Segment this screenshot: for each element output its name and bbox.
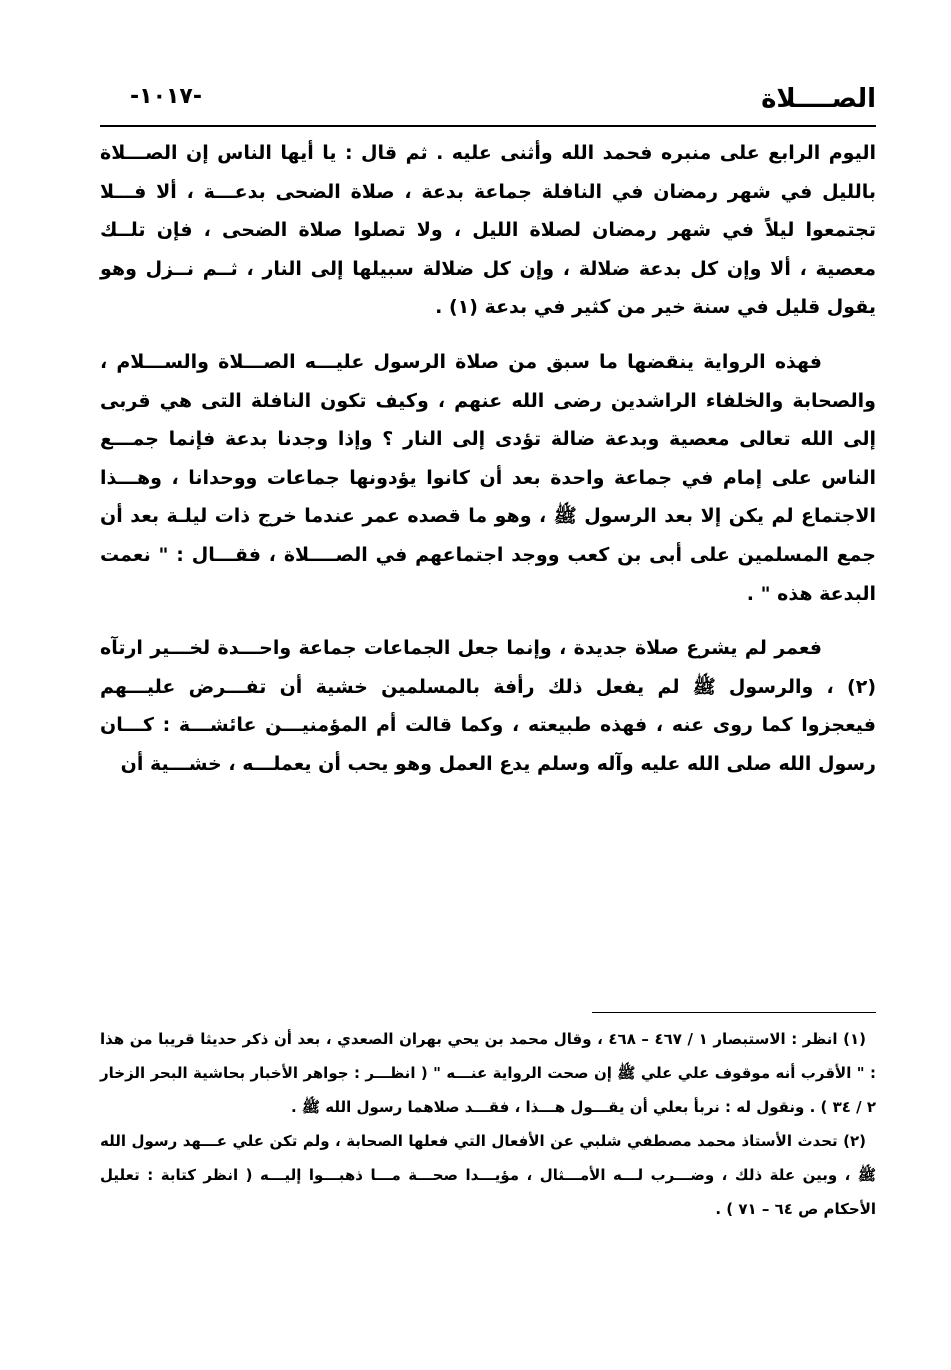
footnote: (١) انظر : الاستبصار ١ / ٤٦٧ – ٤٦٨ ، وقال محمد بن يحي بهران الصعدي ، بعد أن ذكر حديثا قريبا من هذا : " الأقرب أنه موقوف علي علي ﷺ إن صحت الرواية عنـــه " ( انظـــر : جواهر الأخبار بحاشية البحر الزخار ٢ / ٣٤ ) . ونقول له : نربأ بعلي أن يقـــول هـــذا ، فقـــد صلاهما رسول الله ﷺ . — [100, 1030, 876, 1116]
paragraph: فعمر لم يشرع صلاة جديدة ، وإنما جعل الجماعات جماعة واحـــدة لخـــير ارتآه (٢) ، والرسول ﷺ لم يفعل ذلك رأفة بالمسلمين خشية أن تفـــرض عليـــهم فيعجزوا كما روى عنه ، فهذه طبيعته ، وكما قالت أم المؤمنيـــن عائشـــة : كـــان رسول الله صلى الله عليه وآله وسلم يدع العمل وهو يحب أن يعملـــه ، خشـــية أن — [100, 637, 876, 775]
running-title: الصــــلاة — [761, 84, 876, 114]
paragraph: اليوم الرابع على منبره فحمد الله وأثنى عليه . ثم قال : يا أيها الناس إن الصـــلاة بالليل في شهر رمضان في النافلة جماعة بدعة ، صلاة الضحى بدعـــة ، ألا فـــلا تجتمعوا ليلاً في شهر رمضان لصلاة الليل ، ولا تصلوا صلاة الضحى ، فإن تلــك معصية ، ألا وإن كل بدعة ضلالة ، وإن كل ضلالة سبيلها إلى النار ، ثــم نــزل وهو يقول قليل في سنة خير من كثير في بدعة (١) . — [100, 142, 876, 319]
header-rule — [100, 125, 876, 127]
footnote-rule — [592, 1012, 876, 1013]
paragraph: فهذه الرواية ينقضها ما سبق من صلاة الرسول عليـــه الصـــلاة والســـلام ، والصحابة والخلفاء الراشدين رضى الله عنهم ، وكيف تكون النافلة التى هي قربى إلى الله تعالى معصية وبدعة ضالة تؤدى إلى النار ؟ وإذا وجدنا بدعة فإنما جمـــع الناس على إمام في جماعة واحدة بعد أن كانوا يؤدونها جماعات ووحدانا ، وهـــذا الاجتماع لم يكن إلا بعد الرسول ﷺ ، وهو ما قصده عمر عندما خرج ذات ليلـة بعد أن جمع المسلمين على أبى بن كعب ووجد اجتماعهم في الصــــلاة ، فقـــال : " نعمت البدعة هذه " . — [100, 350, 876, 605]
footnote: (٢) تحدث الأستاذ محمد مصطفي شلبي عن الأفعال التي فعلها الصحابة ، ولم تكن علي عـــهد رسول الله ﷺ ، وبين علة ذلك ، وضـــرب لـــه الأمـــثال ، مؤيـــدا صحـــة مـــا ذهبـــوا إليـــه ( انظر كتابة : تعليل الأحكام ص ٦٤ – ٧١ ) . — [100, 1132, 876, 1218]
footnotes — [100, 1022, 876, 1226]
page-number: -١٠١٧- — [130, 84, 202, 109]
page-header — [100, 82, 876, 122]
main-text — [100, 134, 876, 784]
